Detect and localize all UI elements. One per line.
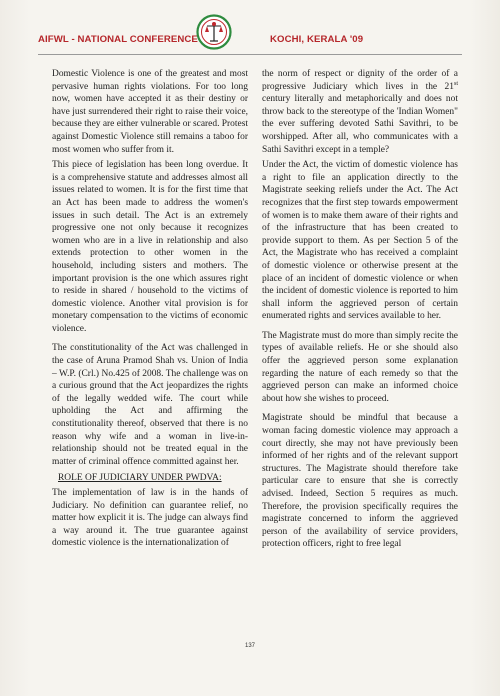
header-divider	[38, 54, 462, 55]
conference-emblem-logo	[196, 14, 232, 50]
paragraph-text: the norm of respect or dignity of the order of a progressive Judiciary which lives in the 21	[262, 69, 458, 92]
paragraph: The constitutionality of the Act was challenged in the case of Aruna Pramod Shah vs. Union of India – W.P. (Crl.) No.425 of 2008. The challenge was on a curious ground that the Act jeopardizes the rights of the legally wedded wife. The court while upholding the Act and affirming the constitutionality thereof, observed that there is no reason why wife and a woman in live-in-relationship should not be treated equal in the matter of criminal offence committed against her.	[52, 343, 248, 467]
left-column	[52, 68, 248, 553]
ordinal-superscript: st	[453, 80, 458, 87]
conference-location: KOCHI, KERALA '09	[270, 34, 364, 45]
paragraph	[262, 68, 458, 156]
page-number: 137	[244, 643, 255, 649]
paragraph: The implementation of law is in the hands of Judiciary. No definition can guarantee relief, no matter how explicit it is. The judge can always find a way around it. The true guarantee against domestic violence is the internationalization of	[52, 488, 248, 549]
conference-title: AIFWL - NATIONAL CONFERENCE	[38, 34, 198, 45]
paragraph: Under the Act, the victim of domestic violence has a right to file an application directly to the Magistrate seeking reliefs under the Act. The Act recognizes that the first step towards empowerment of women is to make them aware of their rights and of the infrastructure that has been created to provide support to them. As per Section 5 of the Act, the Magistrate who has received a complaint of domestic violence or otherwise present at the place of an incident of domestic violence or when the incident of domestic violence is reported to him shall inform the aggrieved person of certain enumerated rights and services available to her.	[262, 160, 458, 322]
paragraph: The Magistrate must do more than simply recite the types of available reliefs. He or she should also offer the aggrieved person some explanation regarding the nature of each remedy so that the aggrieved person can make an informed choice about how she wishes to proceed.	[262, 330, 458, 404]
paragraph-text: century literally and metaphorically and does not throw back to the stereotype of the 'Indian Women" the ever suffering devoted Sathi Savithri, to be worshipped. After all, who communicates with a Sathi Savithri except in a temple?	[262, 94, 458, 155]
section-heading: ROLE OF JUDICIARY UNDER PWDVA:	[58, 473, 222, 484]
page-header	[38, 14, 462, 56]
right-column	[262, 68, 458, 554]
paragraph: Magistrate should be mindful that because a woman facing domestic violence may approach a court directly, she may not have previously been informed of her rights and of the relevant support structures. The Magistrate should therefore take particular care to ensure that she is correctly advised. Indeed, Section 5 requires as much. Therefore, the provision specifically requires the magistrate concerned to inform the aggrieved person of the availability of service providers, protection officers, right to free legal	[262, 413, 458, 550]
paragraph: Domestic Violence is one of the greatest and most pervasive human rights violations. For too long now, women have accepted it as their destiny or have just surrendered their right to raise their voice, because they are either vulnerable or scared. Protest against Domestic Violence still remains a taboo for most women who suffer from it.	[52, 69, 248, 155]
paragraph: This piece of legislation has been long overdue. It is a comprehensive statute and addresses almost all issues related to women. It is for the first time that an Act has been made to address the women's issues in such detail. The Act is an extremely progressive one not only because it recognizes women who are in a live in relationship and also extends protection to other women in the household, including sisters and mothers. The important provision is the one which assures right to reside in shared / household to the victims of domestic violence. Another vital provision is for monetary compensation to the victims of economic violence.	[52, 160, 248, 334]
